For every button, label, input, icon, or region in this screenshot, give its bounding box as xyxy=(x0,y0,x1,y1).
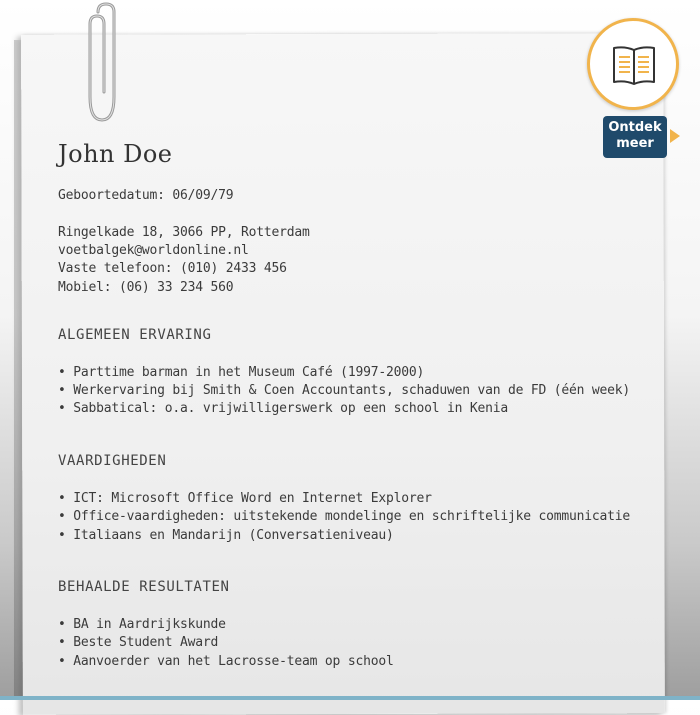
discover-more-button[interactable] xyxy=(603,116,667,158)
list-item: • Office-vaardigheden: uitstekende mondelinge en schriftelijke communicatie xyxy=(58,509,630,524)
list-item: • Sabbatical: o.a. vrijwilligerswerk op een school in Kenia xyxy=(58,401,508,416)
birthdate: Geboortedatum: 06/09/79 xyxy=(58,188,234,203)
list-item: • Italiaans en Mandarijn (Conversatieniveau) xyxy=(58,528,394,543)
paperclip-icon xyxy=(78,2,134,127)
section-heading-experience: ALGEMEEN ERVARING xyxy=(58,327,212,343)
list-item: • Aanvoerder van het Lacrosse-team op school xyxy=(58,654,394,669)
list-item: • BA in Aardrijkskunde xyxy=(58,617,226,632)
list-item: • Parttime barman in het Museum Café (1997-2000) xyxy=(58,365,425,380)
mobile: Mobiel: (06) 33 234 560 xyxy=(58,280,234,295)
section-heading-skills: VAARDIGHEDEN xyxy=(58,453,167,469)
list-item: • Beste Student Award xyxy=(58,635,219,650)
discover-more-label-line1: Ontdek xyxy=(608,120,662,135)
email: voetbalgek@worldonline.nl xyxy=(58,243,249,258)
bottom-accent-strip xyxy=(0,696,700,700)
phone: Vaste telefoon: (010) 2433 456 xyxy=(58,261,287,276)
open-book-icon xyxy=(611,44,657,88)
arrow-right-icon[interactable] xyxy=(670,129,680,143)
section-heading-results: BEHAALDE RESULTATEN xyxy=(58,579,230,595)
address: Ringelkade 18, 3066 PP, Rotterdam xyxy=(58,225,310,240)
discover-more-label-line2: meer xyxy=(616,136,654,151)
discover-more-badge[interactable] xyxy=(587,18,679,110)
cv-name: John Doe xyxy=(58,140,173,168)
list-item: • Werkervaring bij Smith & Coen Accountants, schaduwen van de FD (één week) xyxy=(58,383,630,398)
list-item: • ICT: Microsoft Office Word en Internet Explorer xyxy=(58,491,432,506)
